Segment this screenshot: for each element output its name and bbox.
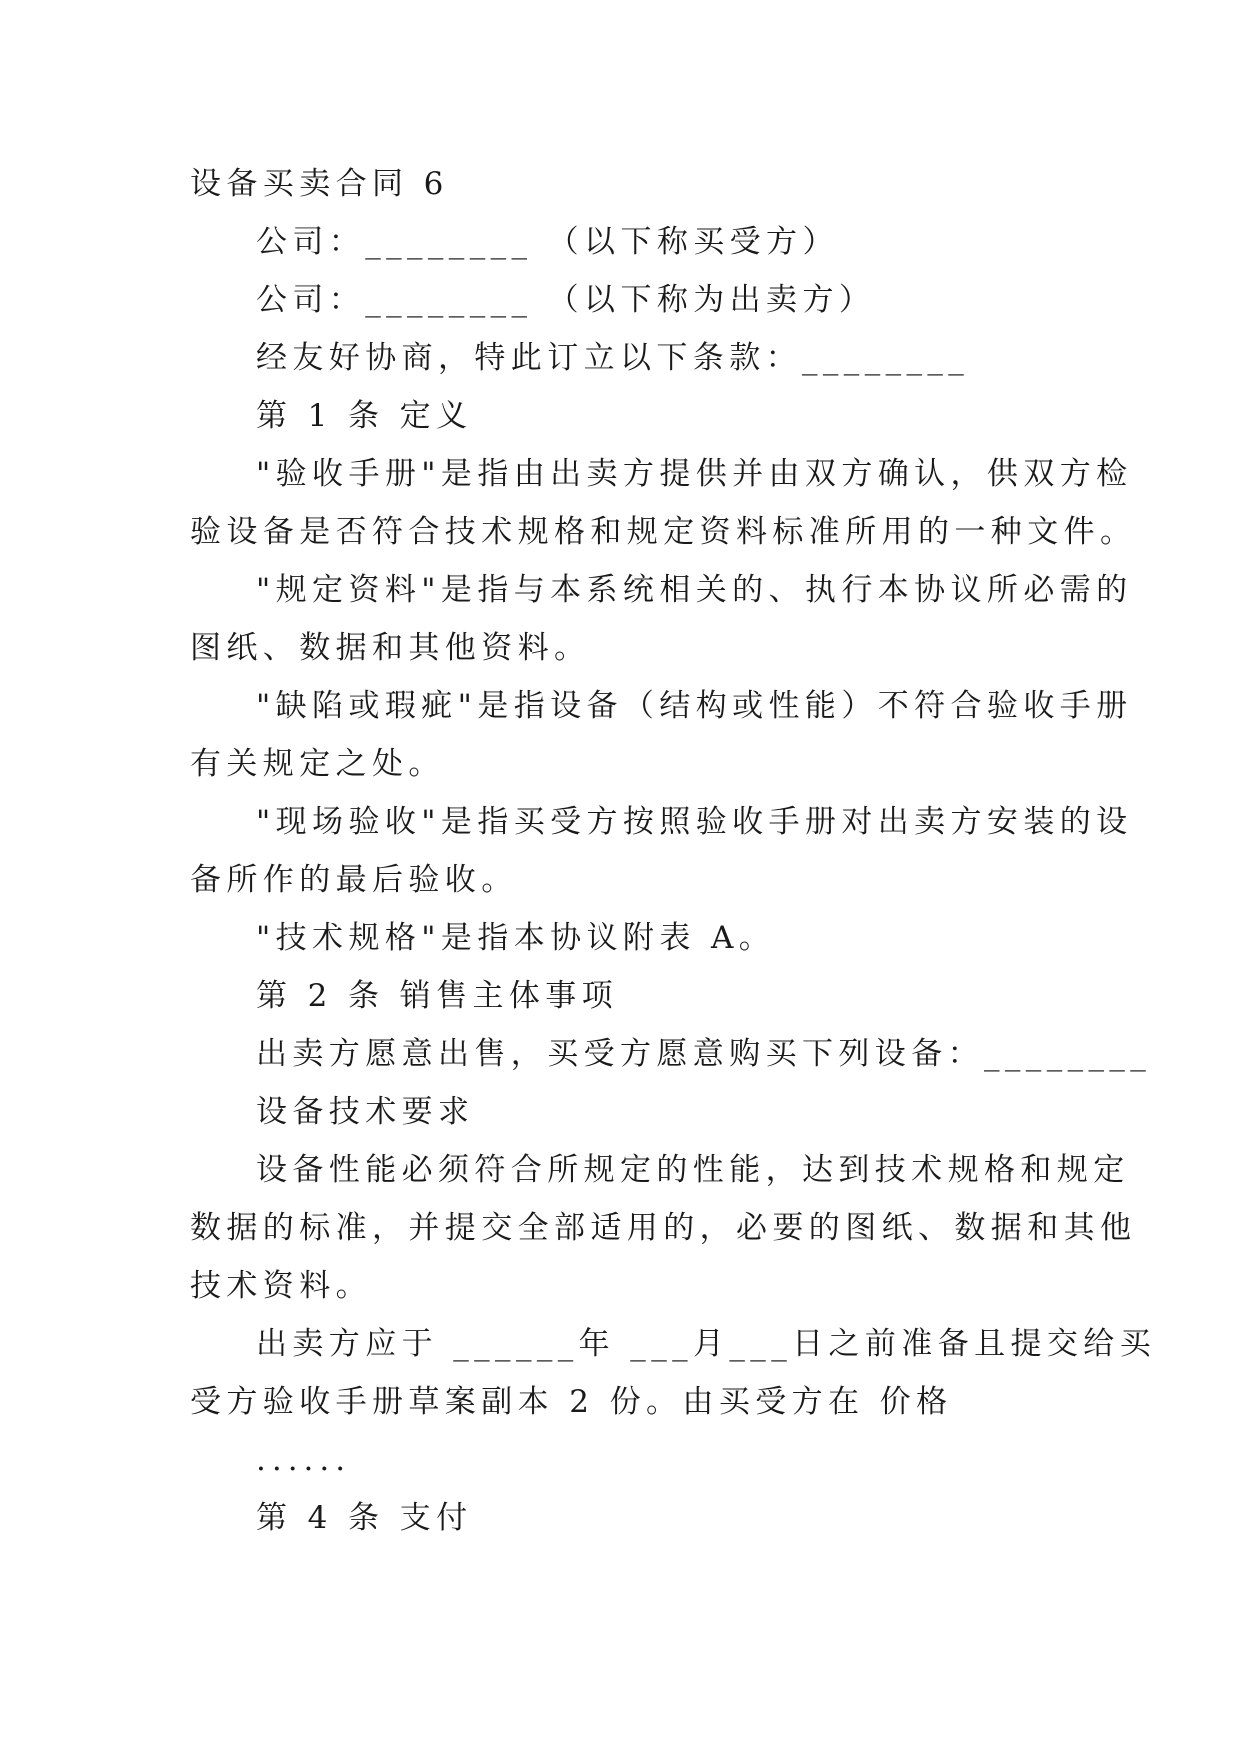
section-heading: 设备技术要求 (256, 1094, 475, 1130)
paragraph-line: 出卖方愿意出售，买受方愿意购买下列设备：________ (256, 1036, 1152, 1072)
paragraph-line: 图纸、数据和其他资料。 (190, 630, 591, 666)
article-4-heading: 第 4 条 支付 (256, 1500, 473, 1536)
paragraph-line: 技术资料。 (190, 1268, 372, 1304)
paragraph-line: 受方验收手册草案副本 2 份。由买受方在 价格 (190, 1384, 953, 1420)
paragraph-line: 数据的标准，并提交全部适用的，必要的图纸、数据和其他 (190, 1210, 1137, 1246)
article-2-heading: 第 2 条 销售主体事项 (256, 978, 619, 1014)
paragraph-line: 备所作的最后验收。 (190, 862, 518, 898)
paragraph-line: "规定资料"是指与本系统相关的、执行本协议所必需的 (256, 572, 1133, 608)
document-title: 设备买卖合同 6 (190, 166, 449, 202)
preamble-line: 经友好协商，特此订立以下条款：________ (256, 340, 970, 376)
paragraph-line: "现场验收"是指买受方按照验收手册对出卖方安装的设 (256, 804, 1133, 840)
paragraph-line: "验收手册"是指由出卖方提供并由双方确认，供双方检 (256, 456, 1133, 492)
paragraph-line: "技术规格"是指本协议附表 A。 (256, 920, 776, 956)
paragraph-line: 有关规定之处。 (190, 746, 445, 782)
seller-company-line: 公司：________ （以下称为出卖方） (256, 282, 876, 318)
buyer-company-line: 公司：________ （以下称买受方） (256, 224, 839, 260)
ellipsis: ...... (256, 1442, 352, 1478)
paragraph-line: 出卖方应于 ______年 ___月___日之前准备且提交给买 (256, 1326, 1157, 1362)
paragraph-line: 设备性能必须符合所规定的性能，达到技术规格和规定 (256, 1152, 1130, 1188)
paragraph-line: 验设备是否符合技术规格和规定资料标准所用的一种文件。 (190, 514, 1137, 550)
paragraph-line: "缺陷或瑕疵"是指设备（结构或性能）不符合验收手册 (256, 688, 1133, 724)
article-1-heading: 第 1 条 定义 (256, 398, 473, 434)
